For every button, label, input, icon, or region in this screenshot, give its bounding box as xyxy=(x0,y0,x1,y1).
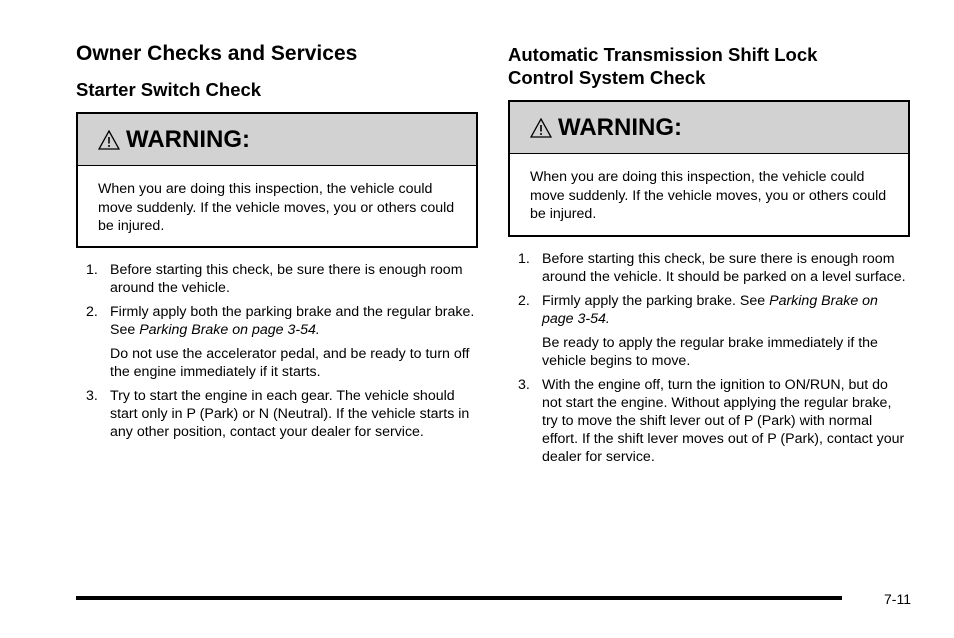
shift-lock-heading: Automatic Transmission Shift Lock Control System Check xyxy=(508,44,818,88)
starter-steps-list xyxy=(86,261,478,447)
list-item: 1. Before starting this check, be sure there is enough room around the vehicle. xyxy=(86,262,463,296)
footer-rule xyxy=(76,596,842,600)
section-title: Owner Checks and Services xyxy=(76,42,358,65)
warning-header xyxy=(510,102,908,154)
cross-reference-link[interactable]: Parking Brake on page 3-54 xyxy=(542,293,878,327)
step-note: Do not use the accelerator pedal, and be ready to turn off the engine immediately if it starts. xyxy=(110,346,470,380)
page-number: 7-11 xyxy=(884,591,911,607)
list-item: 3. Try to start the engine in each gear. The vehicle should start only in P (Park) or N (Neutral). If the vehicle starts in any other position, contact your dealer for service. xyxy=(86,388,470,440)
starter-switch-heading: Starter Switch Check xyxy=(76,79,262,100)
list-item: 2. Firmly apply both the parking brake and the regular brake. See Parking Brake on page 3-54. xyxy=(86,304,475,338)
warning-box-starter xyxy=(76,112,478,248)
warning-triangle-icon xyxy=(98,130,120,150)
warning-triangle-icon xyxy=(530,118,552,138)
list-item: 2. Firmly apply the parking brake. See Parking Brake on page 3-54. xyxy=(518,293,878,327)
step-note: Be ready to apply the regular brake immediately if the vehicle begins to move. xyxy=(542,335,878,369)
list-item: 1. Before starting this check, be sure there is enough room around the vehicle. It should be parked on a level surface. xyxy=(518,251,906,285)
list-item: 3. With the engine off, turn the ignition to ON/RUN, but do not start the engine. Without applying the regular brake, try to move the shift lever out of P (Park) with normal effort. If the shift lever moves out of P (Park), contact your dealer for service. xyxy=(518,377,905,465)
warning-body: When you are doing this inspection, the vehicle could move suddenly. If the vehicle moves, you or others could be injured. xyxy=(530,169,887,222)
warning-title: WARNING: xyxy=(558,113,682,141)
cross-reference-link[interactable]: Parking Brake on page 3-54 xyxy=(139,322,316,338)
warning-body: When you are doing this inspection, the vehicle could move suddenly. If the vehicle moves, you or others could be injured. xyxy=(98,181,455,234)
warning-header xyxy=(78,114,476,166)
warning-box-shift-lock xyxy=(508,100,910,237)
shift-lock-steps-list xyxy=(518,250,910,472)
warning-title: WARNING: xyxy=(126,125,250,153)
